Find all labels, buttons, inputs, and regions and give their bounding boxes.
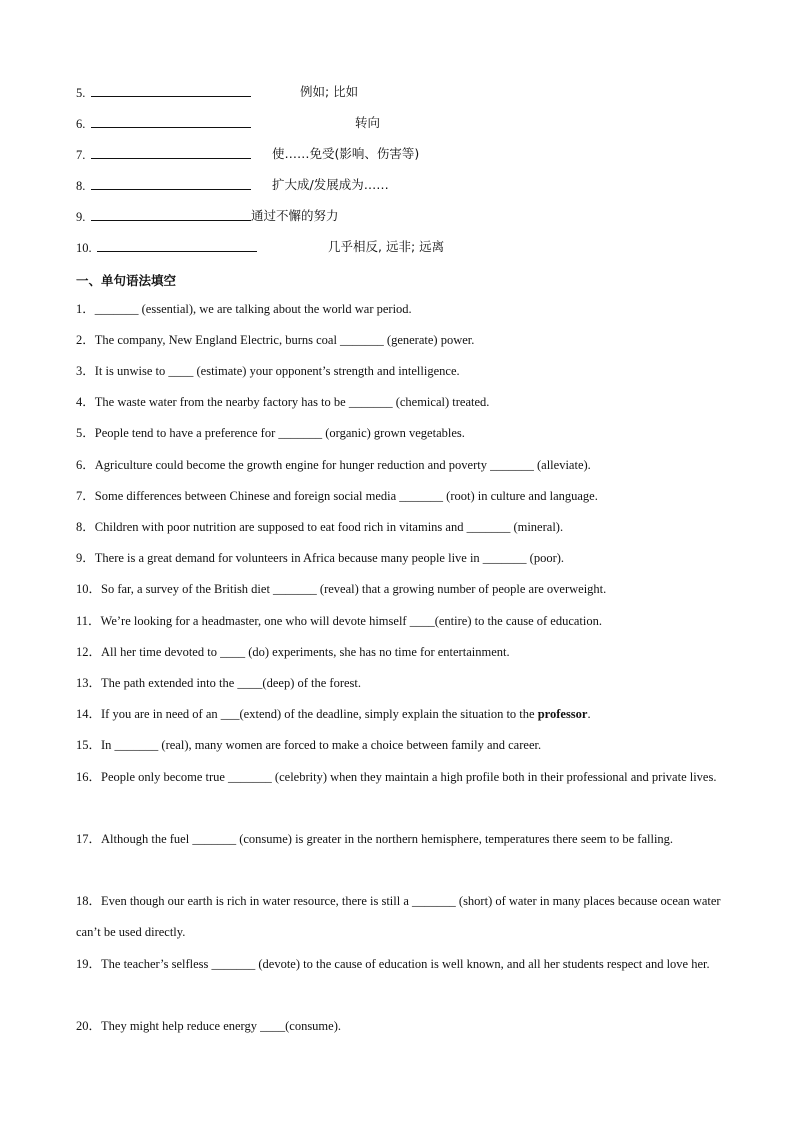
question-text: Although the fuel _______ (consume) is greater in the northern hemisphere, temperatures there seem to be falling. bbox=[101, 832, 674, 846]
answer-blank[interactable] bbox=[91, 208, 251, 221]
question-5 bbox=[76, 418, 724, 449]
vocab-number: 7. bbox=[76, 148, 86, 162]
vocab-meaning: 使……免受(影响、伤害等) bbox=[272, 146, 420, 161]
question-text: It is unwise to ____ (estimate) your opponent’s strength and intelligence. bbox=[94, 364, 460, 378]
question-number: 16． bbox=[76, 770, 102, 784]
question-13 bbox=[76, 668, 724, 699]
question-4 bbox=[76, 387, 724, 418]
answer-blank[interactable] bbox=[91, 146, 251, 159]
question-7 bbox=[76, 481, 724, 512]
vocab-number: 6. bbox=[76, 117, 86, 131]
question-text: Children with poor nutrition are supposed to eat food rich in vitamins and _______ (mineral). bbox=[94, 520, 564, 534]
section-heading: 一、单句语法填空 bbox=[76, 273, 177, 288]
question-number: 11． bbox=[76, 614, 101, 628]
question-text: If you are in need of an ___(extend) of the deadline, simply explain the situation to the bbox=[101, 707, 538, 721]
question-text: The waste water from the nearby factory has to be _______ (chemical) treated. bbox=[94, 395, 490, 409]
question-8 bbox=[76, 512, 724, 543]
question-bold-word: professor bbox=[537, 707, 588, 721]
question-number: 6． bbox=[76, 458, 95, 472]
vocab-item-8 bbox=[76, 177, 389, 194]
question-15 bbox=[76, 730, 724, 761]
answer-blank[interactable] bbox=[91, 84, 251, 97]
question-3 bbox=[76, 356, 724, 387]
answer-blank[interactable] bbox=[91, 177, 251, 190]
question-number: 13． bbox=[76, 676, 102, 690]
question-19 bbox=[76, 949, 724, 980]
question-text: People tend to have a preference for _______ (organic) grown vegetables. bbox=[94, 426, 465, 440]
vocab-number: 9. bbox=[76, 210, 86, 224]
question-10 bbox=[76, 574, 724, 605]
question-18 bbox=[76, 886, 724, 948]
question-number: 10． bbox=[76, 582, 102, 596]
vocab-item-9 bbox=[76, 208, 339, 225]
vocab-meaning: 转向 bbox=[355, 115, 381, 130]
vocab-item-5 bbox=[76, 84, 359, 101]
vocab-item-6 bbox=[76, 115, 381, 132]
question-number: 8． bbox=[76, 520, 95, 534]
question-number: 7． bbox=[76, 489, 95, 503]
question-number: 20． bbox=[76, 1019, 102, 1033]
question-text: There is a great demand for volunteers in Africa because many people live in _______ (poor). bbox=[94, 551, 565, 565]
question-text: Even though our earth is rich in water resource, there is still a _______ (short) of water in many places because ocean water can’t be used directly. bbox=[76, 894, 721, 939]
question-11 bbox=[76, 606, 724, 637]
question-text: Agriculture could become the growth engine for hunger reduction and poverty _______ (alleviate). bbox=[94, 458, 591, 472]
question-text: All her time devoted to ____ (do) experiments, she has no time for entertainment. bbox=[101, 645, 510, 659]
question-text: The company, New England Electric, burns coal _______ (generate) power. bbox=[94, 333, 475, 347]
question-6 bbox=[76, 450, 724, 481]
question-number: 3． bbox=[76, 364, 95, 378]
question-number: 12． bbox=[76, 645, 102, 659]
question-17 bbox=[76, 824, 724, 855]
question-20 bbox=[76, 1011, 724, 1042]
vocab-meaning: 通过不懈的努力 bbox=[251, 208, 339, 223]
vocab-item-10 bbox=[76, 239, 445, 256]
vocab-number: 10. bbox=[76, 241, 92, 255]
question-text-end: . bbox=[587, 707, 591, 721]
vocab-meaning: 几乎相反, 远非; 远离 bbox=[328, 239, 445, 254]
question-text: We’re looking for a headmaster, one who will devote himself ____(entire) to the cause of education. bbox=[100, 614, 602, 628]
question-12 bbox=[76, 637, 724, 668]
question-number: 14． bbox=[76, 707, 102, 721]
vocab-meaning: 扩大成/发展成为…… bbox=[272, 177, 389, 192]
answer-blank[interactable] bbox=[97, 239, 257, 252]
question-number: 18． bbox=[76, 894, 102, 908]
question-number: 1． bbox=[76, 302, 95, 316]
vocab-number: 8. bbox=[76, 179, 86, 193]
vocab-item-7 bbox=[76, 146, 420, 163]
question-text: They might help reduce energy ____(consume). bbox=[101, 1019, 341, 1033]
question-text: _______ (essential), we are talking about the world war period. bbox=[94, 302, 412, 316]
question-16 bbox=[76, 762, 724, 793]
question-text: People only become true _______ (celebrity) when they maintain a high profile both in their professional and private lives. bbox=[101, 770, 717, 784]
question-number: 9． bbox=[76, 551, 95, 565]
question-number: 15． bbox=[76, 738, 102, 752]
question-number: 17． bbox=[76, 832, 102, 846]
question-number: 2． bbox=[76, 333, 95, 347]
question-number: 5． bbox=[76, 426, 95, 440]
question-number: 4． bbox=[76, 395, 95, 409]
question-number: 19． bbox=[76, 957, 102, 971]
question-text: So far, a survey of the British diet _______ (reveal) that a growing number of people are overweight. bbox=[101, 582, 607, 596]
question-text: In _______ (real), many women are forced to make a choice between family and career. bbox=[101, 738, 542, 752]
question-9 bbox=[76, 543, 724, 574]
question-text: Some differences between Chinese and foreign social media _______ (root) in culture and language. bbox=[94, 489, 598, 503]
answer-blank[interactable] bbox=[91, 115, 251, 128]
vocab-meaning: 例如; 比如 bbox=[300, 84, 359, 99]
vocab-number: 5. bbox=[76, 86, 86, 100]
question-text: The teacher’s selfless _______ (devote) to the cause of education is well known, and all her students respect and love her. bbox=[101, 957, 710, 971]
question-2 bbox=[76, 325, 724, 356]
question-1 bbox=[76, 294, 724, 325]
question-text: The path extended into the ____(deep) of the forest. bbox=[101, 676, 361, 690]
question-14 bbox=[76, 699, 724, 730]
